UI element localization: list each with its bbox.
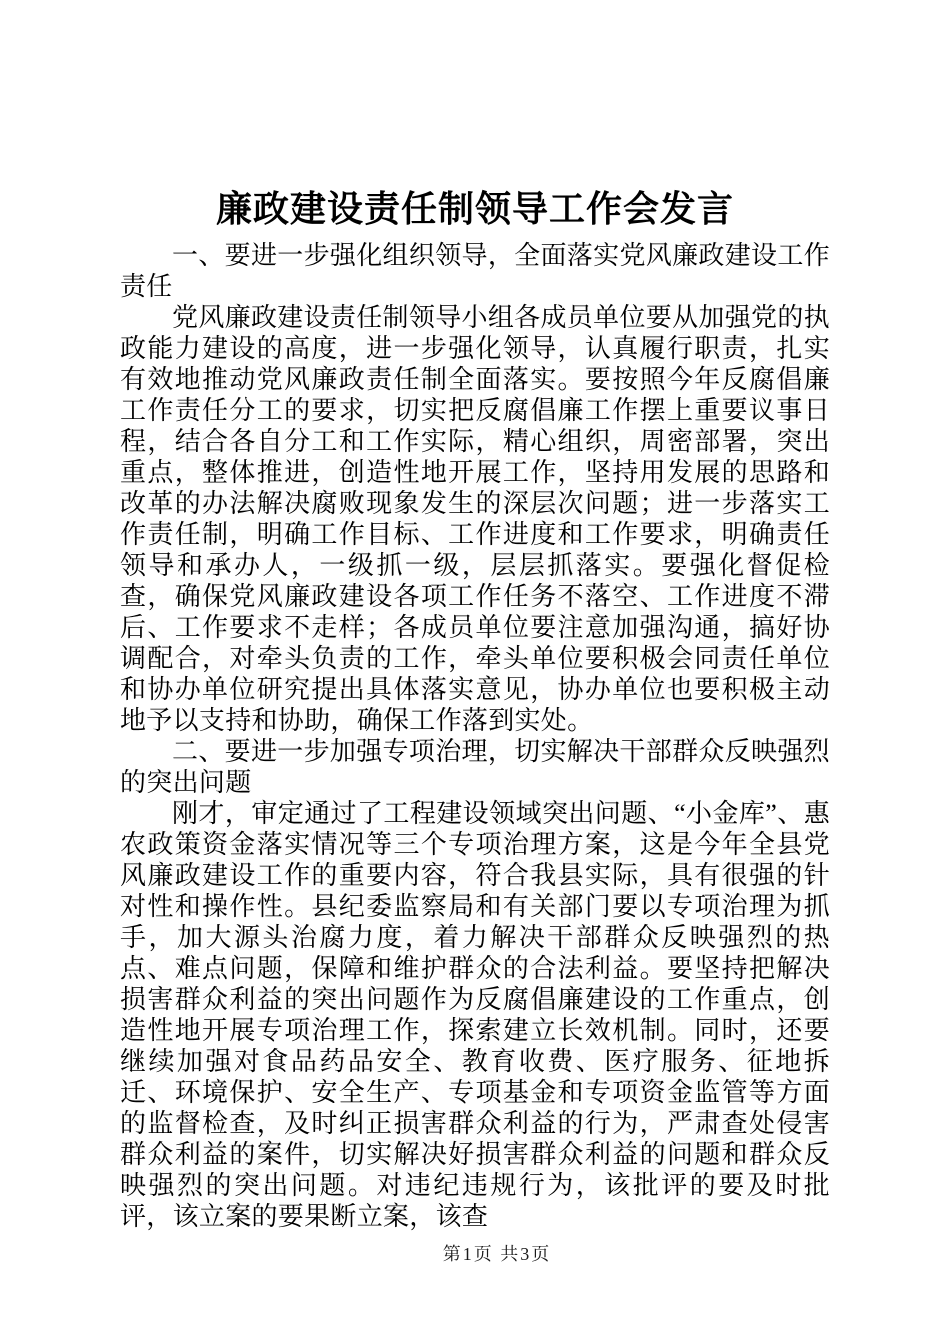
section-1-body: 党风廉政建设责任制领导小组各成员单位要从加强党的执政能力建设的高度，进一步强化领导，认真履行职责，扎实有效地推动党风廉政责任制全面落实。要按照今年反腐倡廉工作责任分工的要求，切实把反腐倡廉工作摆上重要议事日程，结合各自分工和工作实际，精心组织，周密部署，突出重点，整体推进，创造性地开展工作，坚持用发展的思路和改革的办法解决腐败现象发生的深层次问题；进一步落实工作责任制，明确工作目标、工作进度和工作要求，明确责任领导和承办人，一级抓一级，层层抓落实。要强化督促检查，确保党风廉政建设各项工作任务不落空、工作进度不滞后、工作要求不走样；各成员单位要注意加强沟通，搞好协调配合，对牵头负责的工作，牵头单位要积极会同责任单位和协办单位研究提出具体落实意见，协办单位也要积极主动地予以支持和协助，确保工作落到实处。 (120, 303, 830, 735)
document-content (120, 186, 830, 1232)
section-1-heading: 一、要进一步强化组织领导，全面落实党风廉政建设工作责任 (120, 241, 830, 301)
section-2-heading: 二、要进一步加强专项治理，切实解决干部群众反映强烈的突出问题 (120, 737, 830, 797)
page-number-label: 第1页 共3页 (442, 1244, 552, 1264)
page-footer (0, 1240, 950, 1266)
document-title: 廉政建设责任制领导工作会发言 (215, 189, 734, 229)
section-2-body: 刚才，审定通过了工程建设领域突出问题、“小金库”、惠农政策资金落实情况等三个专项治理方案，这是今年全县党风廉政建设工作的重要内容，符合我县实际，具有很强的针对性和操作性。县纪委监察局和有关部门要以专项治理为抓手，加大源头治腐力度，着力解决干部群众反映强烈的热点、难点问题，保障和维护群众的合法利益。要坚持把解决损害群众利益的突出问题作为反腐倡廉建设的工作重点，创造性地开展专项治理工作，探索建立长效机制。同时，还要继续加强对食品药品安全、教育收费、医疗服务、征地拆迁、环境保护、安全生产、专项基金和专项资金监管等方面的监督检查，及时纠正损害群众利益的行为，严肃查处侵害群众利益的案件，切实解决好损害群众利益的问题和群众反映强烈的突出问题。对违纪违规行为，该批评的要及时批评，该立案的要果断立案，该查 (120, 799, 830, 1231)
